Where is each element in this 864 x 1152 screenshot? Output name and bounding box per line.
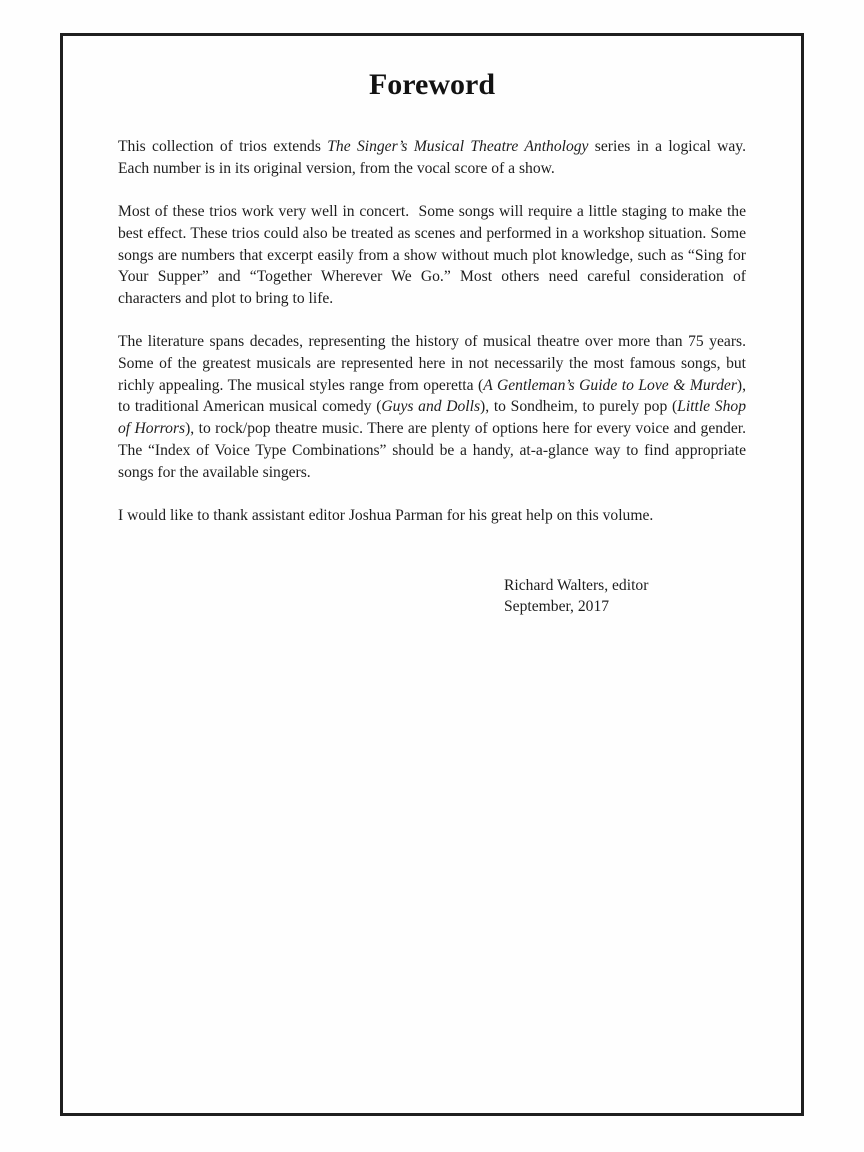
body-text-segment: ), to rock/pop theatre music. There are plenty of options here for every voice and gender. The “Index of Voice Type Combinations” should be a handy, at-a-glance way to find appropriate songs for the available singers. xyxy=(118,420,746,481)
body-text-segment: I would like to thank assistant editor Joshua Parman for his great help on this volume. xyxy=(118,506,654,524)
paragraph xyxy=(118,331,746,483)
signature-editor: Richard Walters, editor xyxy=(504,576,649,594)
paragraph xyxy=(118,136,746,179)
body-text-segment: This collection of trios extends xyxy=(118,138,328,155)
signature-date: September, 2017 xyxy=(504,598,610,616)
italic-title-text: A Gentleman’s Guide to Love & Murder xyxy=(483,376,737,394)
foreword-paragraphs xyxy=(118,136,746,527)
signature-block xyxy=(504,575,801,618)
body-text-segment: ), to Sondheim, to purely pop ( xyxy=(480,398,678,416)
italic-title-text: Little Shop of Horrors xyxy=(118,398,746,438)
body-text-segment: ), to traditional American musical comedy ( xyxy=(118,376,746,416)
body-text-segment: The literature spans decades, representing the history of musical theatre over more than 75 years. Some of the greatest musicals are represented here in not necessarily the most famous songs, but richly appealing. The musical styles range from operetta ( xyxy=(118,333,746,394)
paragraph xyxy=(118,505,746,527)
body-text-segment: series in a logical way. Each number is in its original version, from the vocal score of a show. xyxy=(118,138,746,177)
page-title: Foreword xyxy=(368,68,496,101)
page-border-frame xyxy=(60,33,804,1116)
paragraph xyxy=(118,201,746,310)
italic-title-text: The Singer’s Musical Theatre Anthology xyxy=(327,138,589,155)
italic-title-text: Guys and Dolls xyxy=(381,398,481,416)
body-text-segment: Most of these trios work very well in concert. Some songs will require a little staging to make the best effect. These trios could also be treated as scenes and performed in a workshop situation. Some songs are numbers that excerpt easily from a show without much plot knowledge, such as “Sing for Your Supper” and “Together Wherever We Go.” Most others need careful consideration of characters and plot to bring to life. xyxy=(118,203,746,307)
